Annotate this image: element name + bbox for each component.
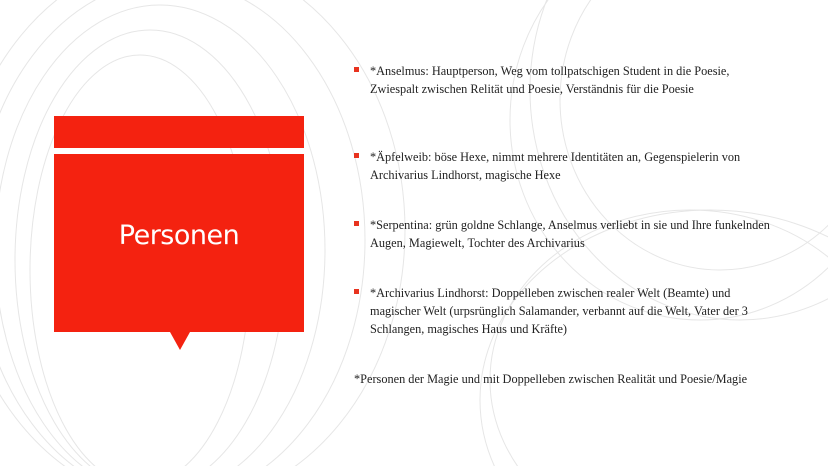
title-accent-bar [54, 116, 304, 148]
footnote: *Personen der Magie und mit Doppelleben zwischen Realität und Poesie/Magie [354, 372, 748, 386]
bullet-item-lindhorst [354, 284, 774, 338]
bullet-square-icon [354, 289, 359, 294]
bullet-square-icon [354, 67, 359, 72]
title-pointer [170, 332, 190, 350]
bullet-text: *Archivarius Lindhorst: Doppelleben zwischen realer Welt (Beamte) und magischer Welt (urpsrünglich Salamander, verbannt auf die Welt, Vater der 3 Schlangen, magisches Haus und Kräfte) [370, 286, 748, 336]
bullet-text: *Anselmus: Hauptperson, Weg vom tollpatschigen Student in die Poesie, Zwiespalt zwischen Relität und Poesie, Verständnis für die Poesie [370, 64, 730, 96]
bullet-item-serpentina [354, 216, 774, 252]
bullet-item-aepfelweib [354, 148, 774, 184]
bullet-text: *Serpentina: grün goldne Schlange, Anselmus verliebt in sie und Ihre funkelnden Augen, Magiewelt, Tochter des Archivarius [370, 218, 770, 250]
bullet-square-icon [354, 221, 359, 226]
bullet-text: *Äpfelweib: böse Hexe, nimmt mehrere Identitäten an, Gegenspielerin von Archivarius Lindhorst, magische Hexe [370, 150, 741, 182]
bullet-item-anselmus [354, 62, 774, 98]
title-box [54, 154, 304, 332]
bullet-square-icon [354, 153, 359, 158]
slide-title: Personen [118, 220, 240, 251]
